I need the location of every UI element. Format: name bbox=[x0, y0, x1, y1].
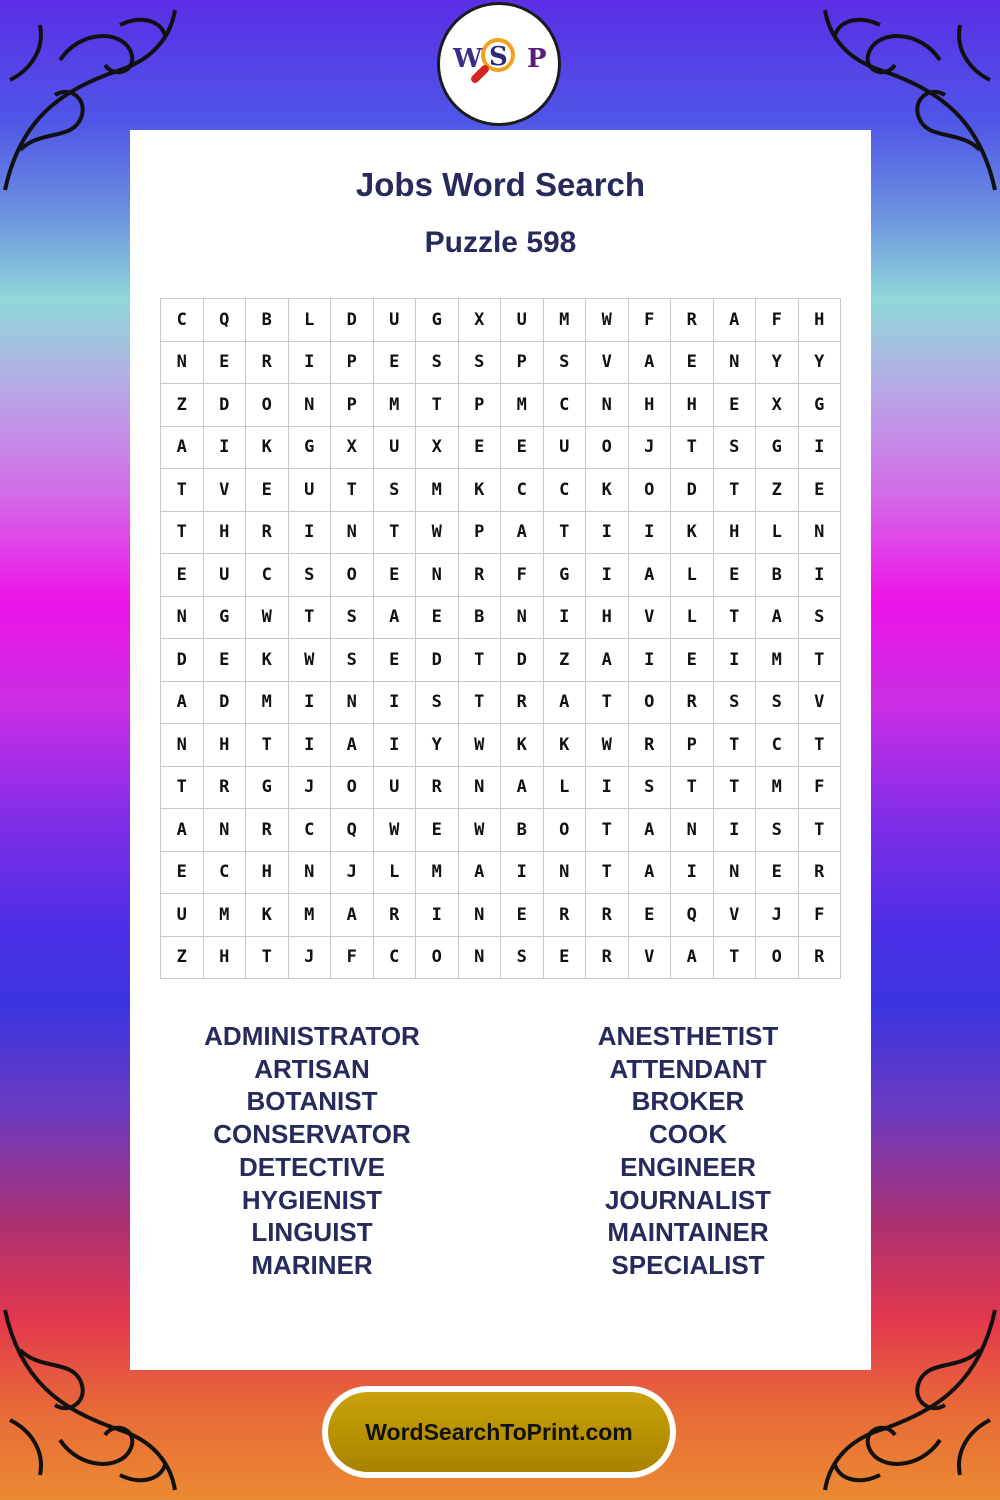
grid-cell[interactable]: S bbox=[799, 597, 842, 640]
grid-cell[interactable]: S bbox=[289, 554, 332, 597]
grid-cell[interactable]: E bbox=[756, 852, 799, 895]
grid-cell[interactable]: T bbox=[544, 512, 587, 555]
grid-cell[interactable]: R bbox=[501, 682, 544, 725]
grid-cell[interactable]: E bbox=[204, 342, 247, 385]
grid-cell[interactable]: S bbox=[501, 937, 544, 980]
grid-cell[interactable]: T bbox=[161, 512, 204, 555]
grid-cell[interactable]: S bbox=[331, 597, 374, 640]
grid-cell[interactable]: S bbox=[629, 767, 672, 810]
grid-cell[interactable]: T bbox=[246, 724, 289, 767]
grid-cell[interactable]: I bbox=[586, 554, 629, 597]
grid-cell[interactable]: J bbox=[756, 894, 799, 937]
grid-cell[interactable]: U bbox=[374, 767, 417, 810]
grid-cell[interactable]: A bbox=[501, 767, 544, 810]
grid-cell[interactable]: U bbox=[544, 427, 587, 470]
grid-cell[interactable]: I bbox=[501, 852, 544, 895]
grid-cell[interactable]: N bbox=[204, 809, 247, 852]
grid-cell[interactable]: K bbox=[586, 469, 629, 512]
grid-cell[interactable]: R bbox=[799, 852, 842, 895]
grid-cell[interactable]: N bbox=[289, 384, 332, 427]
grid-cell[interactable]: R bbox=[246, 809, 289, 852]
grid-cell[interactable]: U bbox=[204, 554, 247, 597]
grid-cell[interactable]: I bbox=[544, 597, 587, 640]
grid-cell[interactable]: D bbox=[204, 384, 247, 427]
word-list-left bbox=[162, 1020, 462, 1282]
grid-cell[interactable]: Z bbox=[756, 469, 799, 512]
grid-cell[interactable]: K bbox=[501, 724, 544, 767]
grid-cell[interactable]: B bbox=[459, 597, 502, 640]
grid-cell[interactable]: C bbox=[756, 724, 799, 767]
word-list-item: DETECTIVE bbox=[239, 1151, 385, 1182]
grid-cell[interactable]: A bbox=[161, 682, 204, 725]
grid-cell[interactable]: J bbox=[331, 852, 374, 895]
grid-cell[interactable]: M bbox=[416, 469, 459, 512]
grid-cell[interactable]: J bbox=[289, 937, 332, 980]
letter-grid bbox=[160, 298, 841, 979]
grid-cell[interactable]: E bbox=[629, 894, 672, 937]
grid-cell[interactable]: G bbox=[756, 427, 799, 470]
grid-cell[interactable]: L bbox=[671, 597, 714, 640]
grid-cell[interactable]: I bbox=[374, 682, 417, 725]
grid-cell[interactable]: C bbox=[204, 852, 247, 895]
grid-cell[interactable]: K bbox=[671, 512, 714, 555]
grid-cell[interactable]: U bbox=[374, 427, 417, 470]
grid-cell[interactable]: T bbox=[799, 639, 842, 682]
grid-cell[interactable]: H bbox=[671, 384, 714, 427]
grid-cell[interactable]: S bbox=[756, 809, 799, 852]
grid-cell[interactable]: O bbox=[246, 384, 289, 427]
grid-cell[interactable]: M bbox=[374, 384, 417, 427]
grid-cell[interactable]: D bbox=[416, 639, 459, 682]
word-list-item: CONSERVATOR bbox=[213, 1119, 411, 1150]
grid-cell[interactable]: T bbox=[714, 469, 757, 512]
grid-cell[interactable]: G bbox=[799, 384, 842, 427]
grid-cell[interactable]: E bbox=[459, 427, 502, 470]
grid-cell[interactable]: Y bbox=[756, 342, 799, 385]
grid-cell[interactable]: U bbox=[374, 299, 417, 342]
magnifier-logo-icon bbox=[447, 34, 551, 94]
grid-cell[interactable]: T bbox=[246, 937, 289, 980]
grid-cell[interactable]: O bbox=[586, 427, 629, 470]
grid-cell[interactable]: I bbox=[629, 639, 672, 682]
grid-cell[interactable]: Q bbox=[331, 809, 374, 852]
grid-cell[interactable]: P bbox=[501, 342, 544, 385]
grid-cell[interactable]: G bbox=[289, 427, 332, 470]
puzzle-number: Puzzle 598 bbox=[424, 226, 577, 259]
grid-cell[interactable]: E bbox=[416, 597, 459, 640]
grid-cell[interactable]: M bbox=[756, 639, 799, 682]
grid-cell[interactable]: N bbox=[501, 597, 544, 640]
grid-cell[interactable]: C bbox=[544, 384, 587, 427]
grid-cell[interactable]: A bbox=[161, 809, 204, 852]
grid-cell[interactable]: F bbox=[799, 767, 842, 810]
grid-cell[interactable]: T bbox=[331, 469, 374, 512]
grid-cell[interactable]: L bbox=[756, 512, 799, 555]
grid-cell[interactable]: U bbox=[289, 469, 332, 512]
puzzle-panel bbox=[130, 130, 871, 1370]
grid-cell[interactable]: T bbox=[671, 427, 714, 470]
grid-cell[interactable]: T bbox=[459, 682, 502, 725]
grid-cell[interactable]: R bbox=[799, 937, 842, 980]
grid-cell[interactable]: T bbox=[799, 724, 842, 767]
word-list-item: COOK bbox=[649, 1119, 727, 1150]
word-list-right bbox=[538, 1020, 838, 1282]
grid-cell[interactable]: S bbox=[416, 682, 459, 725]
grid-cell[interactable]: T bbox=[459, 639, 502, 682]
grid-cell[interactable]: K bbox=[544, 724, 587, 767]
grid-cell[interactable]: P bbox=[671, 724, 714, 767]
grid-cell[interactable]: B bbox=[756, 554, 799, 597]
grid-cell[interactable]: I bbox=[289, 342, 332, 385]
grid-cell[interactable]: A bbox=[501, 512, 544, 555]
grid-cell[interactable]: W bbox=[459, 809, 502, 852]
grid-cell[interactable]: D bbox=[204, 682, 247, 725]
word-list-item: MAINTAINER bbox=[607, 1217, 769, 1248]
grid-cell[interactable]: E bbox=[501, 894, 544, 937]
grid-cell[interactable]: T bbox=[374, 512, 417, 555]
grid-cell[interactable]: I bbox=[289, 724, 332, 767]
grid-cell[interactable]: E bbox=[544, 937, 587, 980]
grid-cell[interactable]: A bbox=[756, 597, 799, 640]
grid-cell[interactable]: T bbox=[586, 682, 629, 725]
grid-cell[interactable]: N bbox=[459, 937, 502, 980]
grid-cell[interactable]: A bbox=[629, 809, 672, 852]
grid-cell[interactable]: C bbox=[289, 809, 332, 852]
grid-cell[interactable]: N bbox=[671, 809, 714, 852]
grid-cell[interactable]: R bbox=[246, 342, 289, 385]
grid-cell[interactable]: N bbox=[586, 384, 629, 427]
grid-cell[interactable]: T bbox=[714, 597, 757, 640]
grid-cell[interactable]: F bbox=[756, 299, 799, 342]
grid-cell[interactable]: N bbox=[331, 682, 374, 725]
grid-cell[interactable]: A bbox=[629, 342, 672, 385]
grid-cell[interactable]: F bbox=[799, 894, 842, 937]
grid-cell[interactable]: X bbox=[756, 384, 799, 427]
grid-cell[interactable]: N bbox=[714, 342, 757, 385]
grid-cell[interactable]: N bbox=[331, 512, 374, 555]
grid-cell[interactable]: T bbox=[799, 809, 842, 852]
grid-cell[interactable]: I bbox=[714, 809, 757, 852]
grid-cell[interactable]: V bbox=[204, 469, 247, 512]
grid-cell[interactable]: R bbox=[459, 554, 502, 597]
grid-cell[interactable]: F bbox=[331, 937, 374, 980]
word-list-item: JOURNALIST bbox=[604, 1184, 772, 1215]
site-link-button[interactable] bbox=[322, 1386, 676, 1478]
grid-cell[interactable]: T bbox=[416, 384, 459, 427]
grid-cell[interactable]: R bbox=[586, 894, 629, 937]
grid-cell[interactable]: I bbox=[799, 554, 842, 597]
grid-cell[interactable]: E bbox=[671, 639, 714, 682]
grid-cell[interactable]: V bbox=[714, 894, 757, 937]
grid-cell[interactable]: P bbox=[331, 342, 374, 385]
grid-cell[interactable]: Z bbox=[161, 384, 204, 427]
grid-cell[interactable]: H bbox=[204, 512, 247, 555]
grid-cell[interactable]: H bbox=[204, 937, 247, 980]
grid-cell[interactable]: I bbox=[586, 767, 629, 810]
word-list-item: HYGIENIST bbox=[241, 1184, 383, 1215]
grid-cell[interactable]: H bbox=[204, 724, 247, 767]
grid-cell[interactable]: A bbox=[374, 597, 417, 640]
grid-cell[interactable]: B bbox=[246, 299, 289, 342]
grid-cell[interactable]: J bbox=[629, 427, 672, 470]
word-list-item: LINGUIST bbox=[251, 1217, 373, 1248]
word-list-item: ARTISAN bbox=[254, 1053, 370, 1084]
grid-cell[interactable]: E bbox=[204, 639, 247, 682]
grid-cell[interactable]: S bbox=[331, 639, 374, 682]
grid-cell[interactable]: U bbox=[161, 894, 204, 937]
grid-cell[interactable]: S bbox=[714, 682, 757, 725]
grid-cell[interactable]: M bbox=[756, 767, 799, 810]
grid-cell[interactable]: X bbox=[331, 427, 374, 470]
grid-cell[interactable]: W bbox=[416, 512, 459, 555]
grid-cell[interactable]: P bbox=[459, 512, 502, 555]
grid-cell[interactable]: E bbox=[246, 469, 289, 512]
grid-cell[interactable]: R bbox=[629, 724, 672, 767]
grid-cell[interactable]: G bbox=[544, 554, 587, 597]
grid-cell[interactable]: C bbox=[246, 554, 289, 597]
grid-cell[interactable]: T bbox=[161, 469, 204, 512]
grid-cell[interactable]: I bbox=[629, 512, 672, 555]
grid-cell[interactable]: N bbox=[459, 894, 502, 937]
grid-cell[interactable]: P bbox=[331, 384, 374, 427]
grid-cell[interactable]: W bbox=[289, 639, 332, 682]
grid-cell[interactable]: Q bbox=[204, 299, 247, 342]
grid-cell[interactable]: Y bbox=[416, 724, 459, 767]
grid-cell[interactable]: H bbox=[246, 852, 289, 895]
grid-cell[interactable]: N bbox=[459, 767, 502, 810]
word-list-item: MARINER bbox=[251, 1249, 373, 1280]
grid-cell[interactable]: I bbox=[586, 512, 629, 555]
grid-cell[interactable]: V bbox=[629, 597, 672, 640]
grid-cell[interactable]: D bbox=[671, 469, 714, 512]
word-list-item: ENGINEER bbox=[620, 1151, 756, 1182]
grid-cell[interactable]: H bbox=[799, 299, 842, 342]
site-logo[interactable] bbox=[437, 2, 561, 126]
grid-cell[interactable]: F bbox=[629, 299, 672, 342]
grid-cell[interactable]: N bbox=[161, 724, 204, 767]
grid-cell[interactable]: R bbox=[586, 937, 629, 980]
grid-cell[interactable]: V bbox=[799, 682, 842, 725]
grid-cell[interactable]: M bbox=[501, 384, 544, 427]
grid-cell[interactable]: O bbox=[756, 937, 799, 980]
grid-cell[interactable]: S bbox=[459, 342, 502, 385]
grid-cell[interactable]: R bbox=[671, 299, 714, 342]
grid-cell[interactable]: G bbox=[246, 767, 289, 810]
grid-cell[interactable]: I bbox=[289, 682, 332, 725]
grid-cell[interactable]: E bbox=[374, 639, 417, 682]
grid-cell[interactable]: R bbox=[246, 512, 289, 555]
grid-cell[interactable]: L bbox=[671, 554, 714, 597]
grid-cell[interactable]: C bbox=[374, 937, 417, 980]
grid-cell[interactable]: E bbox=[416, 809, 459, 852]
grid-cell[interactable]: B bbox=[501, 809, 544, 852]
grid-cell[interactable]: N bbox=[544, 852, 587, 895]
word-list-item: BOTANIST bbox=[246, 1086, 378, 1117]
grid-cell[interactable]: I bbox=[671, 852, 714, 895]
grid-cell[interactable]: O bbox=[416, 937, 459, 980]
grid-cell[interactable]: T bbox=[161, 767, 204, 810]
grid-cell[interactable]: N bbox=[714, 852, 757, 895]
grid-cell[interactable]: E bbox=[799, 469, 842, 512]
grid-cell[interactable]: J bbox=[289, 767, 332, 810]
grid-cell[interactable]: W bbox=[459, 724, 502, 767]
grid-cell[interactable]: W bbox=[374, 809, 417, 852]
grid-cell[interactable]: K bbox=[246, 894, 289, 937]
grid-cell[interactable]: T bbox=[714, 767, 757, 810]
grid-cell[interactable]: G bbox=[204, 597, 247, 640]
grid-cell[interactable]: L bbox=[374, 852, 417, 895]
grid-cell[interactable]: E bbox=[161, 554, 204, 597]
word-list-item: ATTENDANT bbox=[609, 1053, 767, 1084]
grid-cell[interactable]: T bbox=[586, 809, 629, 852]
grid-cell[interactable]: M bbox=[416, 852, 459, 895]
grid-cell[interactable]: R bbox=[416, 767, 459, 810]
word-list-item: SPECIALIST bbox=[611, 1249, 765, 1280]
grid-cell[interactable]: T bbox=[714, 937, 757, 980]
grid-cell[interactable]: O bbox=[331, 767, 374, 810]
grid-cell[interactable]: X bbox=[459, 299, 502, 342]
grid-cell[interactable]: N bbox=[161, 342, 204, 385]
grid-cell[interactable]: Y bbox=[799, 342, 842, 385]
word-list-item: ADMINISTRATOR bbox=[204, 1021, 420, 1051]
page-title: Jobs Word Search bbox=[355, 166, 646, 203]
grid-cell[interactable]: W bbox=[586, 299, 629, 342]
grid-cell[interactable]: O bbox=[544, 809, 587, 852]
grid-cell[interactable]: E bbox=[714, 554, 757, 597]
grid-cell[interactable]: R bbox=[544, 894, 587, 937]
grid-cell[interactable]: K bbox=[246, 639, 289, 682]
grid-cell[interactable]: M bbox=[289, 894, 332, 937]
grid-cell[interactable]: O bbox=[331, 554, 374, 597]
grid-cell[interactable]: T bbox=[714, 724, 757, 767]
grid-cell[interactable]: Q bbox=[671, 894, 714, 937]
grid-cell[interactable]: A bbox=[671, 937, 714, 980]
grid-cell[interactable]: A bbox=[161, 427, 204, 470]
grid-cell[interactable]: L bbox=[544, 767, 587, 810]
grid-cell[interactable]: N bbox=[289, 852, 332, 895]
grid-cell[interactable]: E bbox=[714, 384, 757, 427]
grid-cell[interactable]: T bbox=[586, 852, 629, 895]
grid-cell[interactable]: A bbox=[331, 894, 374, 937]
grid-cell[interactable]: H bbox=[586, 597, 629, 640]
grid-cell[interactable]: A bbox=[331, 724, 374, 767]
grid-cell[interactable]: S bbox=[544, 342, 587, 385]
grid-cell[interactable]: Z bbox=[544, 639, 587, 682]
grid-cell[interactable]: A bbox=[629, 852, 672, 895]
logo-letter-w: W bbox=[453, 44, 483, 74]
logo-letter-s: S bbox=[489, 42, 508, 72]
grid-cell[interactable]: R bbox=[374, 894, 417, 937]
grid-cell[interactable]: V bbox=[629, 937, 672, 980]
grid-cell[interactable]: A bbox=[714, 299, 757, 342]
grid-cell[interactable]: R bbox=[671, 682, 714, 725]
grid-cell[interactable]: T bbox=[289, 597, 332, 640]
grid-cell[interactable]: E bbox=[671, 342, 714, 385]
grid-cell[interactable]: V bbox=[586, 342, 629, 385]
grid-cell[interactable]: F bbox=[501, 554, 544, 597]
grid-cell[interactable]: S bbox=[756, 682, 799, 725]
grid-cell[interactable]: C bbox=[501, 469, 544, 512]
grid-cell[interactable]: S bbox=[374, 469, 417, 512]
grid-cell[interactable]: S bbox=[714, 427, 757, 470]
grid-cell[interactable]: Z bbox=[161, 937, 204, 980]
grid-cell[interactable]: L bbox=[289, 299, 332, 342]
grid-cell[interactable]: W bbox=[246, 597, 289, 640]
grid-cell[interactable]: O bbox=[629, 682, 672, 725]
grid-cell[interactable]: M bbox=[246, 682, 289, 725]
logo-letter-p: P bbox=[527, 44, 547, 74]
grid-cell[interactable]: X bbox=[416, 427, 459, 470]
grid-cell[interactable]: I bbox=[799, 427, 842, 470]
grid-cell[interactable]: P bbox=[459, 384, 502, 427]
grid-cell[interactable]: N bbox=[799, 512, 842, 555]
grid-cell[interactable]: G bbox=[416, 299, 459, 342]
grid-cell[interactable]: D bbox=[501, 639, 544, 682]
grid-cell[interactable]: E bbox=[161, 852, 204, 895]
grid-cell[interactable]: E bbox=[374, 342, 417, 385]
grid-cell[interactable]: I bbox=[374, 724, 417, 767]
grid-cell[interactable]: I bbox=[289, 512, 332, 555]
grid-cell[interactable]: C bbox=[161, 299, 204, 342]
grid-cell[interactable]: I bbox=[204, 427, 247, 470]
word-list-item: BROKER bbox=[631, 1086, 745, 1117]
grid-cell[interactable]: A bbox=[544, 682, 587, 725]
grid-cell[interactable]: A bbox=[629, 554, 672, 597]
site-link-label: WordSearchToPrint.com bbox=[328, 1392, 670, 1472]
grid-cell[interactable]: E bbox=[501, 427, 544, 470]
grid-cell[interactable]: K bbox=[459, 469, 502, 512]
grid-cell[interactable]: T bbox=[671, 767, 714, 810]
grid-cell[interactable]: H bbox=[714, 512, 757, 555]
grid-cell[interactable]: O bbox=[629, 469, 672, 512]
grid-cell[interactable]: I bbox=[714, 639, 757, 682]
grid-cell[interactable]: C bbox=[544, 469, 587, 512]
grid-cell[interactable]: A bbox=[586, 639, 629, 682]
grid-cell[interactable]: A bbox=[459, 852, 502, 895]
grid-cell[interactable]: N bbox=[161, 597, 204, 640]
grid-cell[interactable]: D bbox=[331, 299, 374, 342]
grid-cell[interactable]: U bbox=[501, 299, 544, 342]
grid-cell[interactable]: I bbox=[416, 894, 459, 937]
word-list-item: ANESTHETIST bbox=[597, 1021, 779, 1051]
grid-cell[interactable]: K bbox=[246, 427, 289, 470]
grid-cell[interactable]: S bbox=[416, 342, 459, 385]
grid-cell[interactable]: W bbox=[586, 724, 629, 767]
grid-cell[interactable]: D bbox=[161, 639, 204, 682]
grid-cell[interactable]: M bbox=[544, 299, 587, 342]
grid-cell[interactable]: N bbox=[416, 554, 459, 597]
grid-cell[interactable]: E bbox=[374, 554, 417, 597]
grid-cell[interactable]: H bbox=[629, 384, 672, 427]
grid-cell[interactable]: R bbox=[204, 767, 247, 810]
grid-cell[interactable]: M bbox=[204, 894, 247, 937]
